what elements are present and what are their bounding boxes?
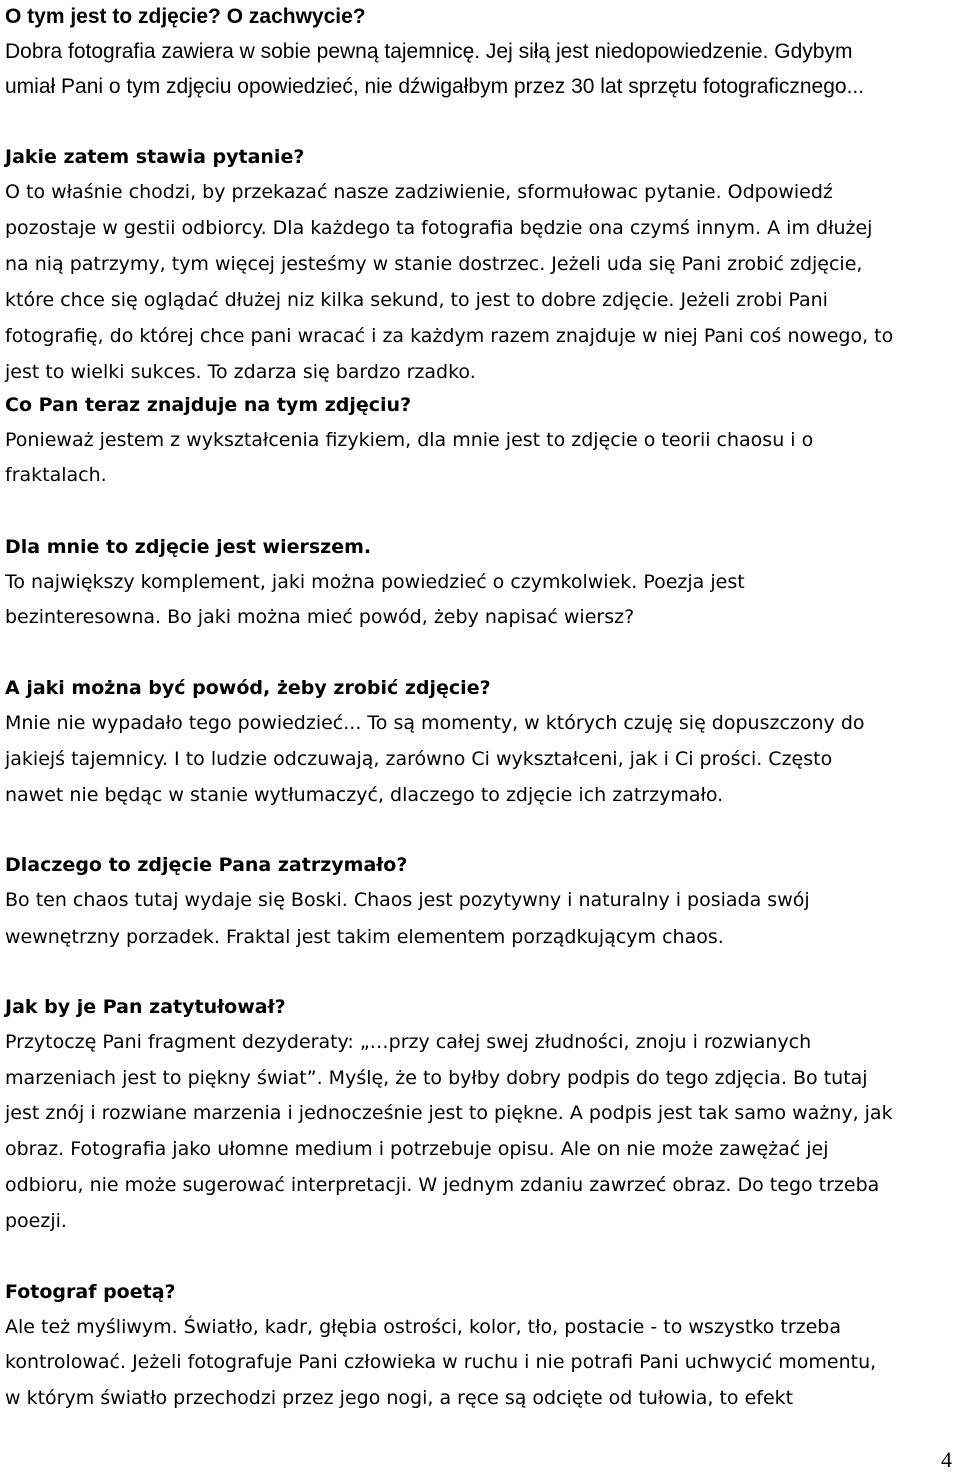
answer-line: fraktalach. — [5, 464, 107, 486]
answer-line: pozostaje w gestii odbiorcy. Dla każdego ta fotografia będzie ona czymś innym. A im dłużej — [5, 217, 873, 239]
answer-line: poezji. — [5, 1210, 67, 1232]
question-heading-8: Fotograf poetą? — [5, 1281, 176, 1303]
answer-line: Dobra fotografia zawiera w sobie pewną tajemnicę. Jej siłą jest niedopowiedzenie. Gdybym — [5, 40, 853, 63]
question-heading-5: A jaki można być powód, żeby zrobić zdjęcie? — [5, 677, 491, 699]
answer-line: obraz. Fotografia jako ułomne medium i potrzebuje opisu. Ale on nie może zawężać jej — [5, 1138, 829, 1160]
answer-line: nawet nie będąc w stanie wytłumaczyć, dlaczego to zdjęcie ich zatrzymało. — [5, 784, 724, 806]
question-heading-7: Jak by je Pan zatytułował? — [5, 996, 286, 1018]
answer-line: marzeniach jest to piękny świat”. Myślę, że to byłby dobry podpis do tego zdjęcia. Bo tutaj — [5, 1067, 868, 1089]
answer-line: jest to wielki sukces. To zdarza się bardzo rzadko. — [5, 361, 476, 383]
question-heading-2: Jakie zatem stawia pytanie? — [5, 146, 305, 168]
answer-line: Przytoczę Pani fragment dezyderaty: „…przy całej swej złudności, znoju i rozwianych — [5, 1031, 812, 1053]
answer-line: odbioru, nie może sugerować interpretacji. W jednym zdaniu zawrzeć obraz. Do tego trzeba — [5, 1174, 880, 1196]
answer-line: wewnętrzny porzadek. Fraktal jest takim elementem porządkującym chaos. — [5, 926, 724, 948]
answer-line: Ponieważ jestem z wykształcenia fizykiem, dla mnie jest to zdjęcie o teorii chaosu i o — [5, 429, 814, 451]
answer-line: To największy komplement, jaki można powiedzieć o czymkolwiek. Poezja jest — [5, 571, 745, 593]
answer-line: kontrolować. Jeżeli fotografuje Pani człowieka w ruchu i nie potrafi Pani uchwycić momentu, — [5, 1351, 877, 1373]
question-heading-4: Dla mnie to zdjęcie jest wierszem. — [5, 536, 372, 558]
question-heading-6: Dlaczego to zdjęcie Pana zatrzymało? — [5, 854, 408, 876]
answer-line: fotografię, do której chce pani wracać i za każdym razem znajduje w niej Pani coś nowego, to — [5, 325, 894, 347]
question-heading-3: Co Pan teraz znajduje na tym zdjęciu? — [5, 394, 412, 416]
answer-line: bezinteresowna. Bo jaki można mieć powód, żeby napisać wiersz? — [5, 606, 635, 628]
answer-line: Ale też myśliwym. Światło, kadr, głębia ostrości, kolor, tło, postacie - to wszystko trzeba — [5, 1316, 841, 1338]
answer-line: jakiejś tajemnicy. I to ludzie odczuwają, zarówno Ci wykształceni, jak i Ci prości. Często — [5, 748, 833, 770]
answer-line: Mnie nie wypadało tego powiedzieć... To są momenty, w których czuję się dopuszczony do — [5, 712, 865, 734]
answer-line: które chce się oglądać dłużej niz kilka sekund, to jest to dobre zdjęcie. Jeżeli zrobi Pani — [5, 289, 828, 311]
question-heading-1: O tym jest to zdjęcie? O zachwycie? — [5, 5, 366, 28]
answer-line: Bo ten chaos tutaj wydaje się Boski. Chaos jest pozytywny i naturalny i posiada swój — [5, 889, 810, 911]
answer-line: umiał Pani o tym zdjęciu opowiedzieć, nie dźwigałbym przez 30 lat sprzętu fotograficznego... — [5, 75, 865, 98]
page-number: 4 — [941, 1447, 952, 1472]
answer-line: na nią patrzymy, tym więcej jesteśmy w stanie dostrzec. Jeżeli uda się Pani zrobić zdjęcie, — [5, 253, 863, 275]
answer-line: jest znój i rozwiane marzenia i jednocześnie jest to piękne. A podpis jest tak samo ważny, jak — [5, 1102, 893, 1124]
answer-line: w którym światło przechodzi przez jego nogi, a ręce są odcięte od tułowia, to efekt — [5, 1387, 794, 1409]
answer-line: O to właśnie chodzi, by przekazać nasze zadziwienie, sformułowac pytanie. Odpowiedź — [5, 181, 833, 203]
